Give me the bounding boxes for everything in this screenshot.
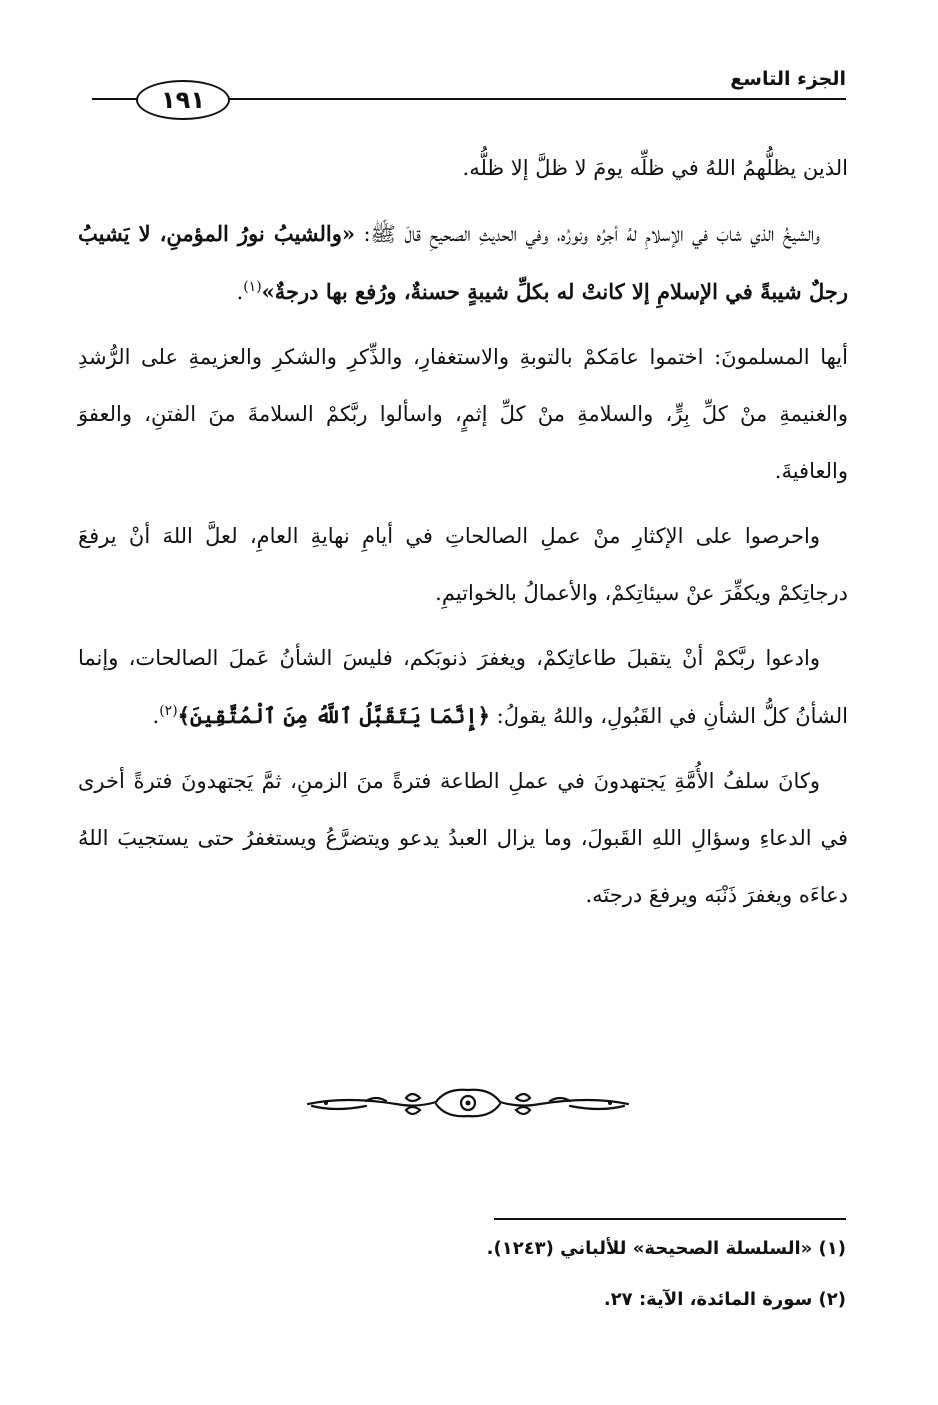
paragraph-5-end: . bbox=[152, 704, 160, 728]
footnote-rule bbox=[494, 1218, 846, 1220]
paragraph-2-end: . bbox=[236, 280, 244, 304]
footnote-ref-2[interactable]: (٢) bbox=[159, 703, 178, 719]
paragraph-4: واحرصوا على الإكثارِ منْ عملِ الصالحاتِ في أيامِ نهايةِ العامِ، لعلَّ اللهَ أنْ يرفعَ درجاتِكمْ ويكفِّرَ عنْ سيئاتِكمْ، والأعمالُ بالخواتيمِ. bbox=[78, 524, 848, 605]
paragraph-3: أيها المسلمونَ: اختموا عامَكمْ بالتوبةِ والاستغفارِ، والذِّكرِ والشكرِ والعزيمةِ على الرُّشدِ والغنيمةِ منْ كلِّ بِرٍّ، والسلامةِ منْ كلِّ إثمٍ، واسألوا ربَّكمْ السلامةَ منَ الفتنِ، والعفوَ والعافيةَ. bbox=[78, 345, 848, 483]
paragraph-2 bbox=[78, 205, 848, 321]
floral-divider-icon bbox=[306, 1082, 630, 1122]
paragraph-1: الذين يظلُّهمُ اللهُ في ظلِّه يومَ لا ظلَّ إلا ظلُّه. bbox=[462, 156, 848, 180]
paragraph-2-intro: والشيخُ الذي شابَ في الإسلامِ لهُ أجرُه ونورُه، وفي الحديثِ الصحيحِ قالَ ﷺ: bbox=[355, 222, 820, 246]
paragraph-5-intro: وادعوا ربَّكمْ أنْ يتقبلَ طاعاتِكمْ، ويغفرَ ذنوبَكم، فليسَ الشأنُ عَملَ الصالحات، وإنما الشأنُ كلُّ الشأنِ في القَبُولِ، واللهُ يقولُ: bbox=[78, 646, 848, 728]
hadith-quote: «والشيبُ نورُ المؤمنِ، لا يَشيبُ رجلٌ شيبةً في الإسلامِ إلا كانتْ له بكلِّ شيبةٍ حسنةٌ، ورُفع بها درجةٌ» bbox=[78, 221, 848, 304]
footnote-1: (١) «السلسلة الصحيحة» للألباني (١٢٤٣). bbox=[486, 1238, 846, 1259]
body-text bbox=[78, 140, 848, 932]
paragraph-5 bbox=[78, 630, 848, 745]
running-head: الجزء التاسع bbox=[730, 68, 846, 90]
paragraph-6: وكانَ سلفُ الأُمَّةِ يَجتهدونَ في عملِ الطاعة فترةً منَ الزمنِ، ثمَّ يَجتهدونَ فترةً أخرى في الدعاءِ وسؤالِ اللهِ القَبولَ، وما يزال العبدُ يدعو ويتضرَّعُ ويستغفرُ حتى يستجيبَ اللهُ دعاءَه ويغفرَ ذَنْبَه ويرفعَ درجتَه. bbox=[78, 769, 848, 907]
footnotes bbox=[92, 1238, 846, 1340]
footnote-2: (٢) سورة المائدة، الآية: ٢٧. bbox=[603, 1289, 846, 1310]
footnote-ref-1[interactable]: (١) bbox=[243, 279, 262, 295]
quran-verse: ﴿إِنَّمَا يَتَقَبَّلُ ٱللَّهُ مِنَ ٱلْمُتَّقِينَ﴾ bbox=[177, 703, 490, 728]
page-number: ١٩١ bbox=[136, 80, 230, 120]
